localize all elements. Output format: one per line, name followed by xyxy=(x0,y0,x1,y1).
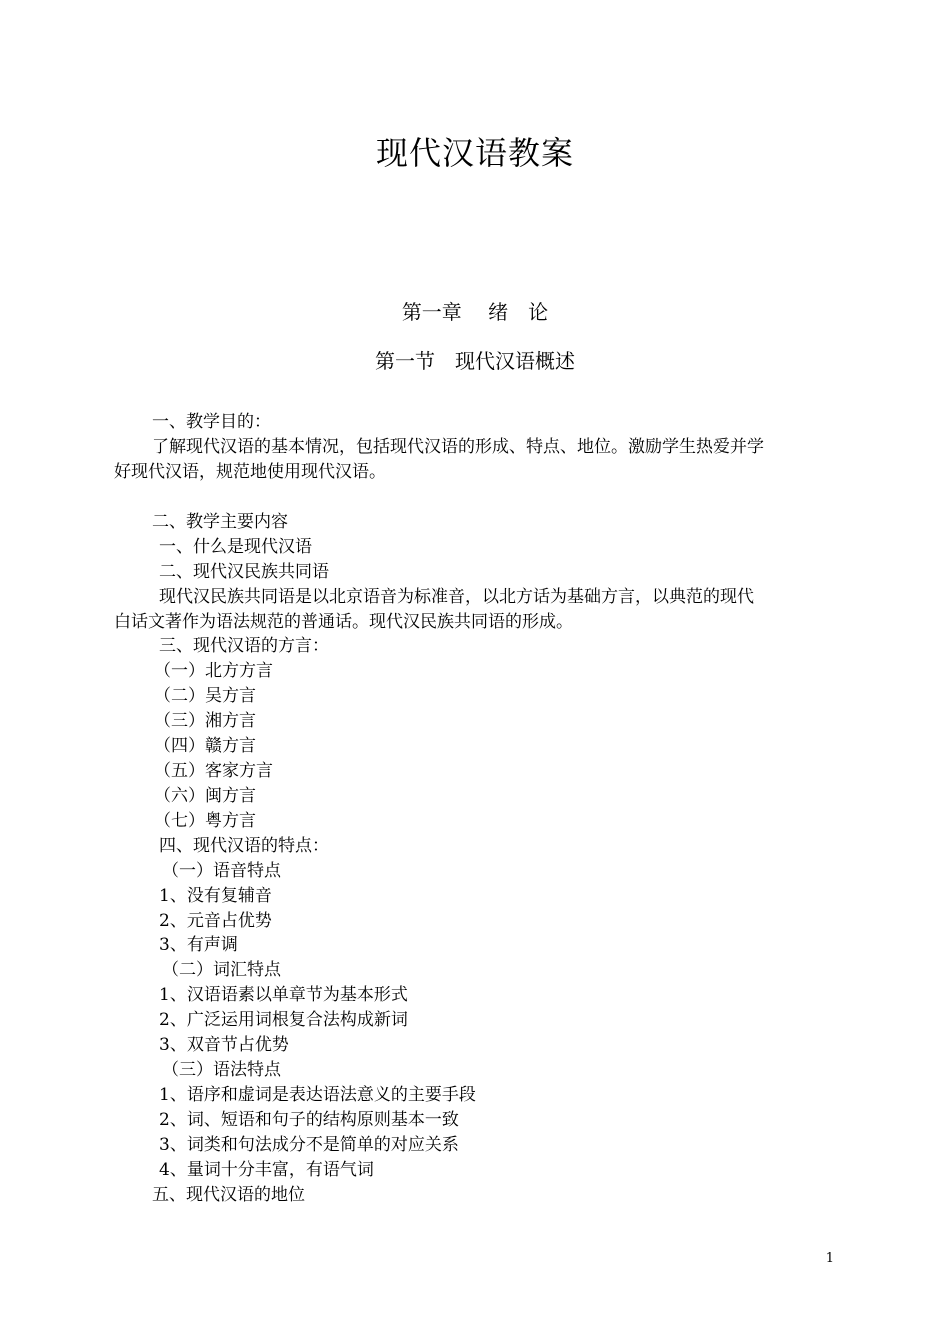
phonetic-item: 1、没有复辅音 xyxy=(159,886,272,906)
chapter-heading: 第一章 绪 论 xyxy=(401,300,549,324)
grammar-item: 1、语序和虚词是表达语法意义的主要手段 xyxy=(159,1085,476,1105)
section-heading: 第一节 现代汉语概述 xyxy=(375,349,575,373)
lexical-item: 1、汉语语素以单章节为基本形式 xyxy=(159,985,408,1005)
lexical-heading: （二）词汇特点 xyxy=(162,960,281,980)
content-item: 一、什么是现代汉语 xyxy=(159,537,312,557)
dialect-item: （二）吴方言 xyxy=(154,686,256,706)
dialect-item: （四）赣方言 xyxy=(154,736,256,756)
objective-text-line: 了解现代汉语的基本情况，包括现代汉语的形成、特点、地位。激励学生热爱并学 xyxy=(152,437,764,457)
document-title: 现代汉语教案 xyxy=(375,134,574,172)
objective-heading: 一、教学目的： xyxy=(152,412,271,432)
page-number: 1 xyxy=(825,1251,834,1266)
dialect-item: （七）粤方言 xyxy=(154,811,256,831)
content-heading: 二、教学主要内容 xyxy=(152,512,288,532)
grammar-item: 4、量词十分丰富，有语气词 xyxy=(159,1160,374,1180)
definition-line: 现代汉民族共同语是以北京语音为标准音，以北方话为基础方言，以典范的现代 xyxy=(159,587,754,607)
definition-line: 白话文著作为语法规范的普通话。现代汉民族共同语的形成。 xyxy=(114,612,573,632)
phonetic-heading: （一）语音特点 xyxy=(162,861,281,881)
dialect-item: （一）北方方言 xyxy=(154,661,273,681)
phonetic-item: 3、有声调 xyxy=(159,935,238,955)
phonetic-item: 2、元音占优势 xyxy=(159,911,272,931)
lexical-item: 3、双音节占优势 xyxy=(159,1035,289,1055)
features-heading: 四、现代汉语的特点： xyxy=(159,836,329,856)
dialect-item: （三）湘方言 xyxy=(154,711,256,731)
status-heading: 五、现代汉语的地位 xyxy=(152,1185,305,1205)
objective-text-line: 好现代汉语，规范地使用现代汉语。 xyxy=(114,462,386,482)
lexical-item: 2、广泛运用词根复合法构成新词 xyxy=(159,1010,408,1030)
dialects-heading: 三、现代汉语的方言： xyxy=(159,636,329,656)
content-item: 二、现代汉民族共同语 xyxy=(159,562,329,582)
grammar-item: 2、词、短语和句子的结构原则基本一致 xyxy=(159,1110,459,1130)
grammar-item: 3、词类和句法成分不是简单的对应关系 xyxy=(159,1135,459,1155)
dialect-item: （六）闽方言 xyxy=(154,786,256,806)
grammar-heading: （三）语法特点 xyxy=(162,1060,281,1080)
dialect-item: （五）客家方言 xyxy=(154,761,273,781)
